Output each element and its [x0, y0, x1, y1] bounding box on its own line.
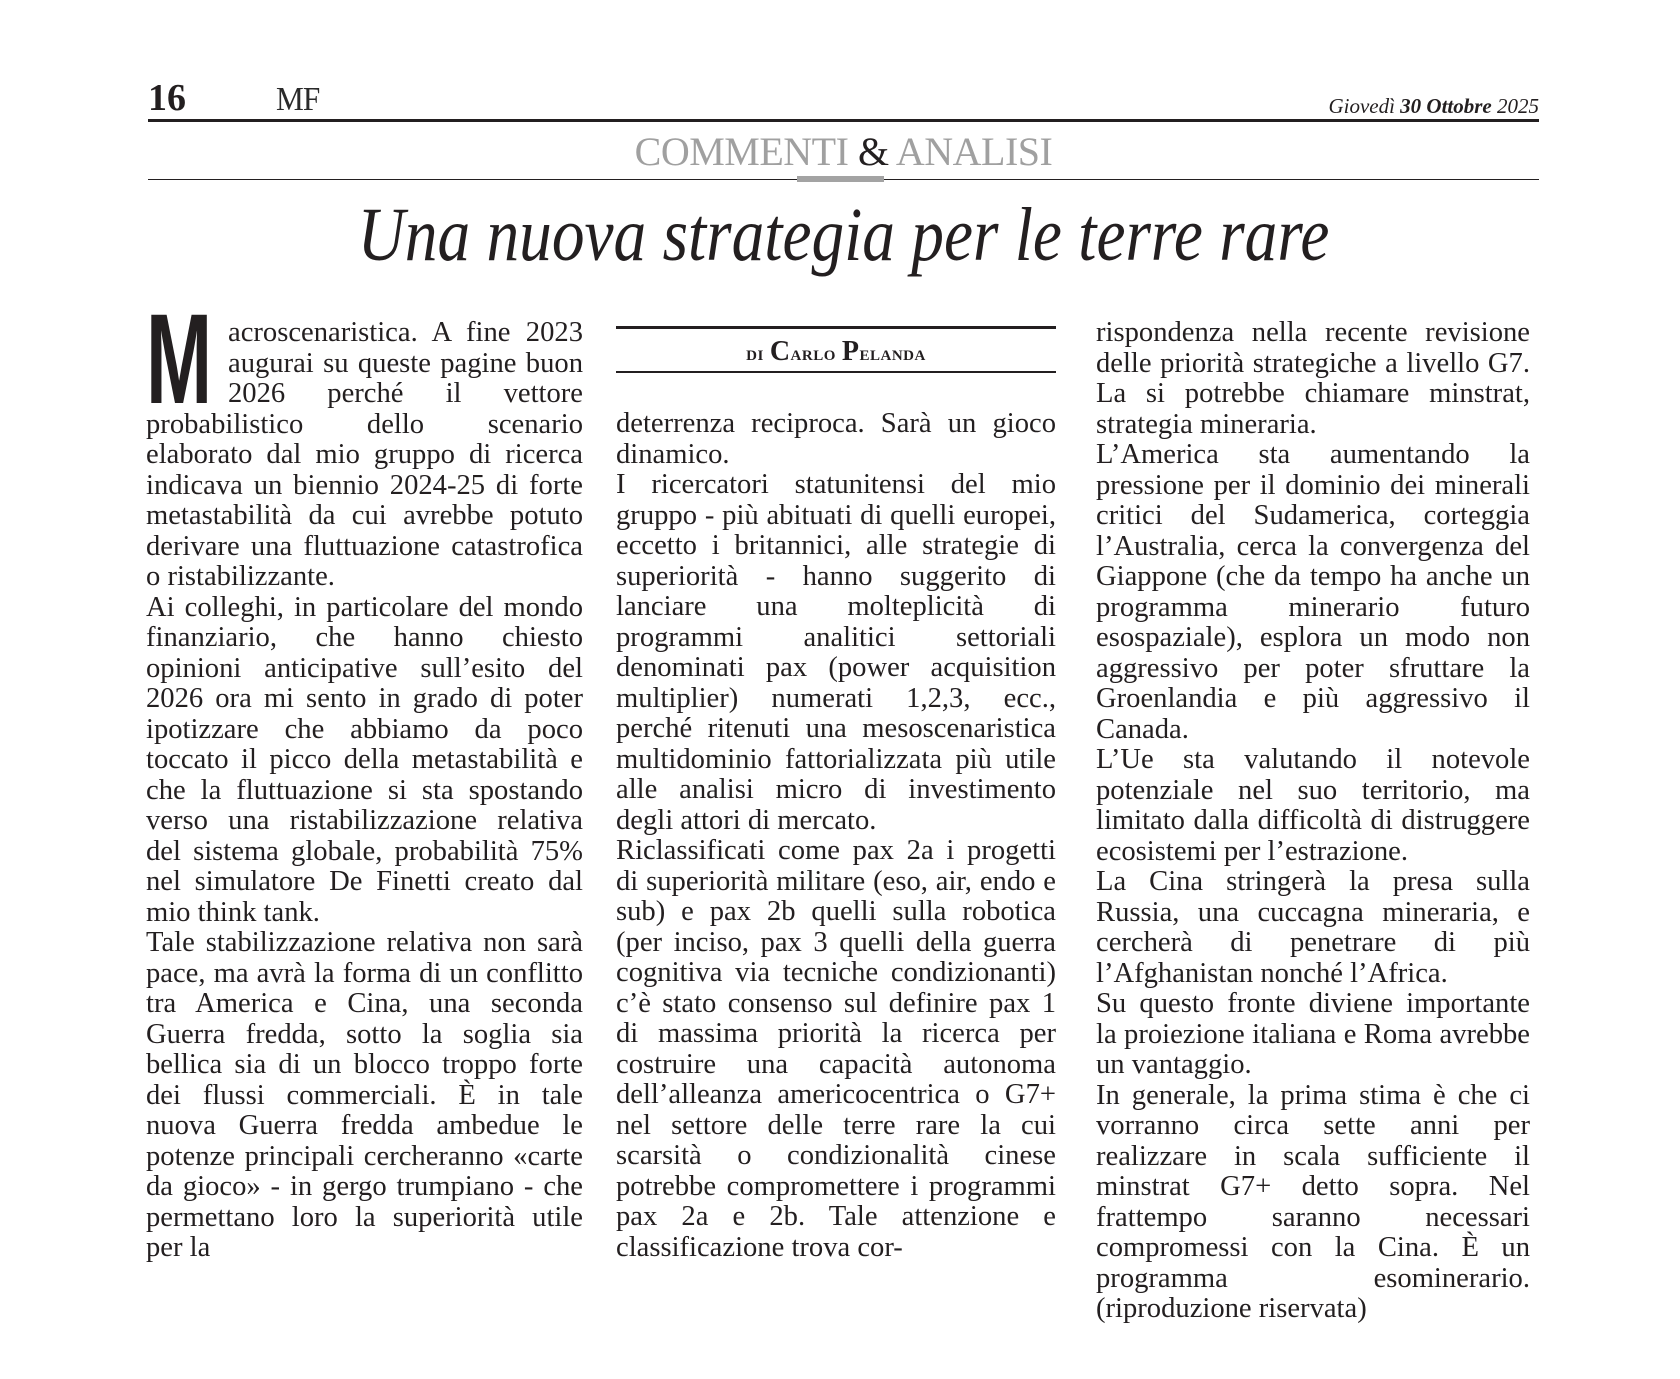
date-day-month: 30 Ottobre	[1400, 94, 1492, 118]
paragraph-3-continued: deterrenza reciproca. Sarà un gioco dinamico.	[616, 408, 1056, 470]
byline-prefix: di	[746, 340, 764, 365]
paragraph-1: acroscenaristica. A fine 2023 augurai su queste pagine buon 2026 perché il vettore probabilistico dello scenario elaborato dal mio gruppo di ricerca indicava un biennio 2024-25 di forte metastabilità da cui avrebbe potuto derivare una fluttuazione catastrofica o ristabilizzante.	[146, 317, 583, 592]
byline-first-initial: C	[769, 336, 791, 367]
section-left: COMMENTI	[634, 129, 849, 174]
paragraph-8: La Cina stringerà la presa sulla Russia, una cuccagna mineraria, e cercherà di penetrare di più l’Afghanistan nonché l’Africa.	[1096, 866, 1530, 989]
date-year: 2025	[1497, 94, 1539, 118]
byline-last-rest: elanda	[859, 340, 926, 365]
paragraph-10: In generale, la prima stima è che ci vorranno circa sette anni per realizzare in scala sufficiente il minstrat G7+ detto sopra. Nel frattempo saranno necessari compromessi con la Cina. È un programma esominerario. (riproduzione riservata)	[1096, 1079, 1530, 1324]
issue-date	[1328, 94, 1539, 118]
section-title	[148, 130, 1539, 174]
section-ampersand: &	[857, 129, 889, 174]
byline-first-rest: arlo	[790, 340, 836, 365]
header-rule	[148, 119, 1539, 122]
paragraph-3: Tale stabilizzazione relativa non sarà pace, ma avrà la forma di un conflitto tra America e Cina, una seconda Guerra fredda, sotto la soglia sia bellica sia di un blocco troppo forte dei flussi commerciali. È in tale nuova Guerra fredda ambedue le potenze principali cercheranno «carte da gioco» - in gergo trumpiano - che permettano loro la superiorità utile per la	[146, 927, 583, 1263]
section-accent-bar	[797, 176, 884, 182]
byline	[616, 338, 1056, 367]
date-weekday: Giovedì	[1328, 94, 1395, 118]
paragraph-2: Ai colleghi, in particolare del mondo finanziario, che hanno chiesto opinioni anticipative sull’esito del 2026 ora mi sento in grado di poter ipotizzare che abbiamo da poco toccato il picco della metastabilità e che la fluttuazione si sta spostando verso una ristabilizzazione relativa del sistema globale, probabilità 75% nel simulatore De Finetti creato dal mio think tank.	[146, 591, 583, 928]
byline-last-initial: P	[841, 336, 860, 367]
masthead-logo: MF	[276, 81, 320, 118]
paragraph-5-continued: rispondenza nella recente revisione delle priorità strategiche a livello G7. La si potrebbe chiamare minstrat, strategia mineraria.	[1096, 317, 1530, 440]
article-column-2	[616, 409, 1056, 1263]
byline-rule-top	[616, 326, 1056, 329]
byline-rule-bottom	[616, 371, 1056, 373]
article-column-3	[1096, 318, 1530, 1325]
paragraph-7: L’Ue sta valutando il notevole potenziale nel suo territorio, ma limitato dalla difficoltà di distruggere ecosistemi per l’estrazione.	[1096, 744, 1530, 867]
article-headline: Una nuova strategia per le terre rare	[357, 193, 1330, 277]
section-right: ANALISI	[895, 129, 1053, 174]
article-column-1	[146, 288, 583, 1264]
drop-cap: M	[146, 288, 213, 431]
page-number: 16	[148, 77, 186, 119]
paragraph-6: L’America sta aumentando la pressione per il dominio dei minerali critici del Sudamerica, corteggia l’Australia, cerca la convergenza del Giappone (che da tempo ha anche un programma minerario futuro esospaziale), esplora un modo non aggressivo per poter sfruttare la Groenlandia e più aggressivo il Canada.	[1096, 439, 1530, 745]
paragraph-5: Riclassificati come pax 2a i progetti di superiorità militare (eso, air, endo e sub) e pax 2b quelli sulla robotica (per inciso, pax 3 quelli della guerra cognitiva via tecniche condizionanti) c’è stato consenso sul definire pax 1 di massima priorità la ricerca per costruire una capacità autonoma dell’alleanza americocentrica o G7+ nel settore delle terre rare la cui scarsità o condizionalità cinese potrebbe compromettere i programmi pax 2a e 2b. Tale attenzione e classificazione trova cor-	[616, 835, 1056, 1263]
paragraph-4: I ricercatori statunitensi del mio gruppo - più abituati di quelli europei, eccetto i britannici, alle strategie di superiorità - hanno suggerito di lanciare una molteplicità di programmi analitici settoriali denominati pax (power acquisition multiplier) numerati 1,2,3, ecc., perché ritenuti una mesoscenaristica multidominio fattorializzata più utile alle analisi micro di investimento degli attori di mercato.	[616, 469, 1056, 836]
paragraph-9: Su questo fronte diviene importante la proiezione italiana e Roma avrebbe un vantaggio.	[1096, 988, 1530, 1080]
drop-cap-container	[146, 288, 226, 431]
